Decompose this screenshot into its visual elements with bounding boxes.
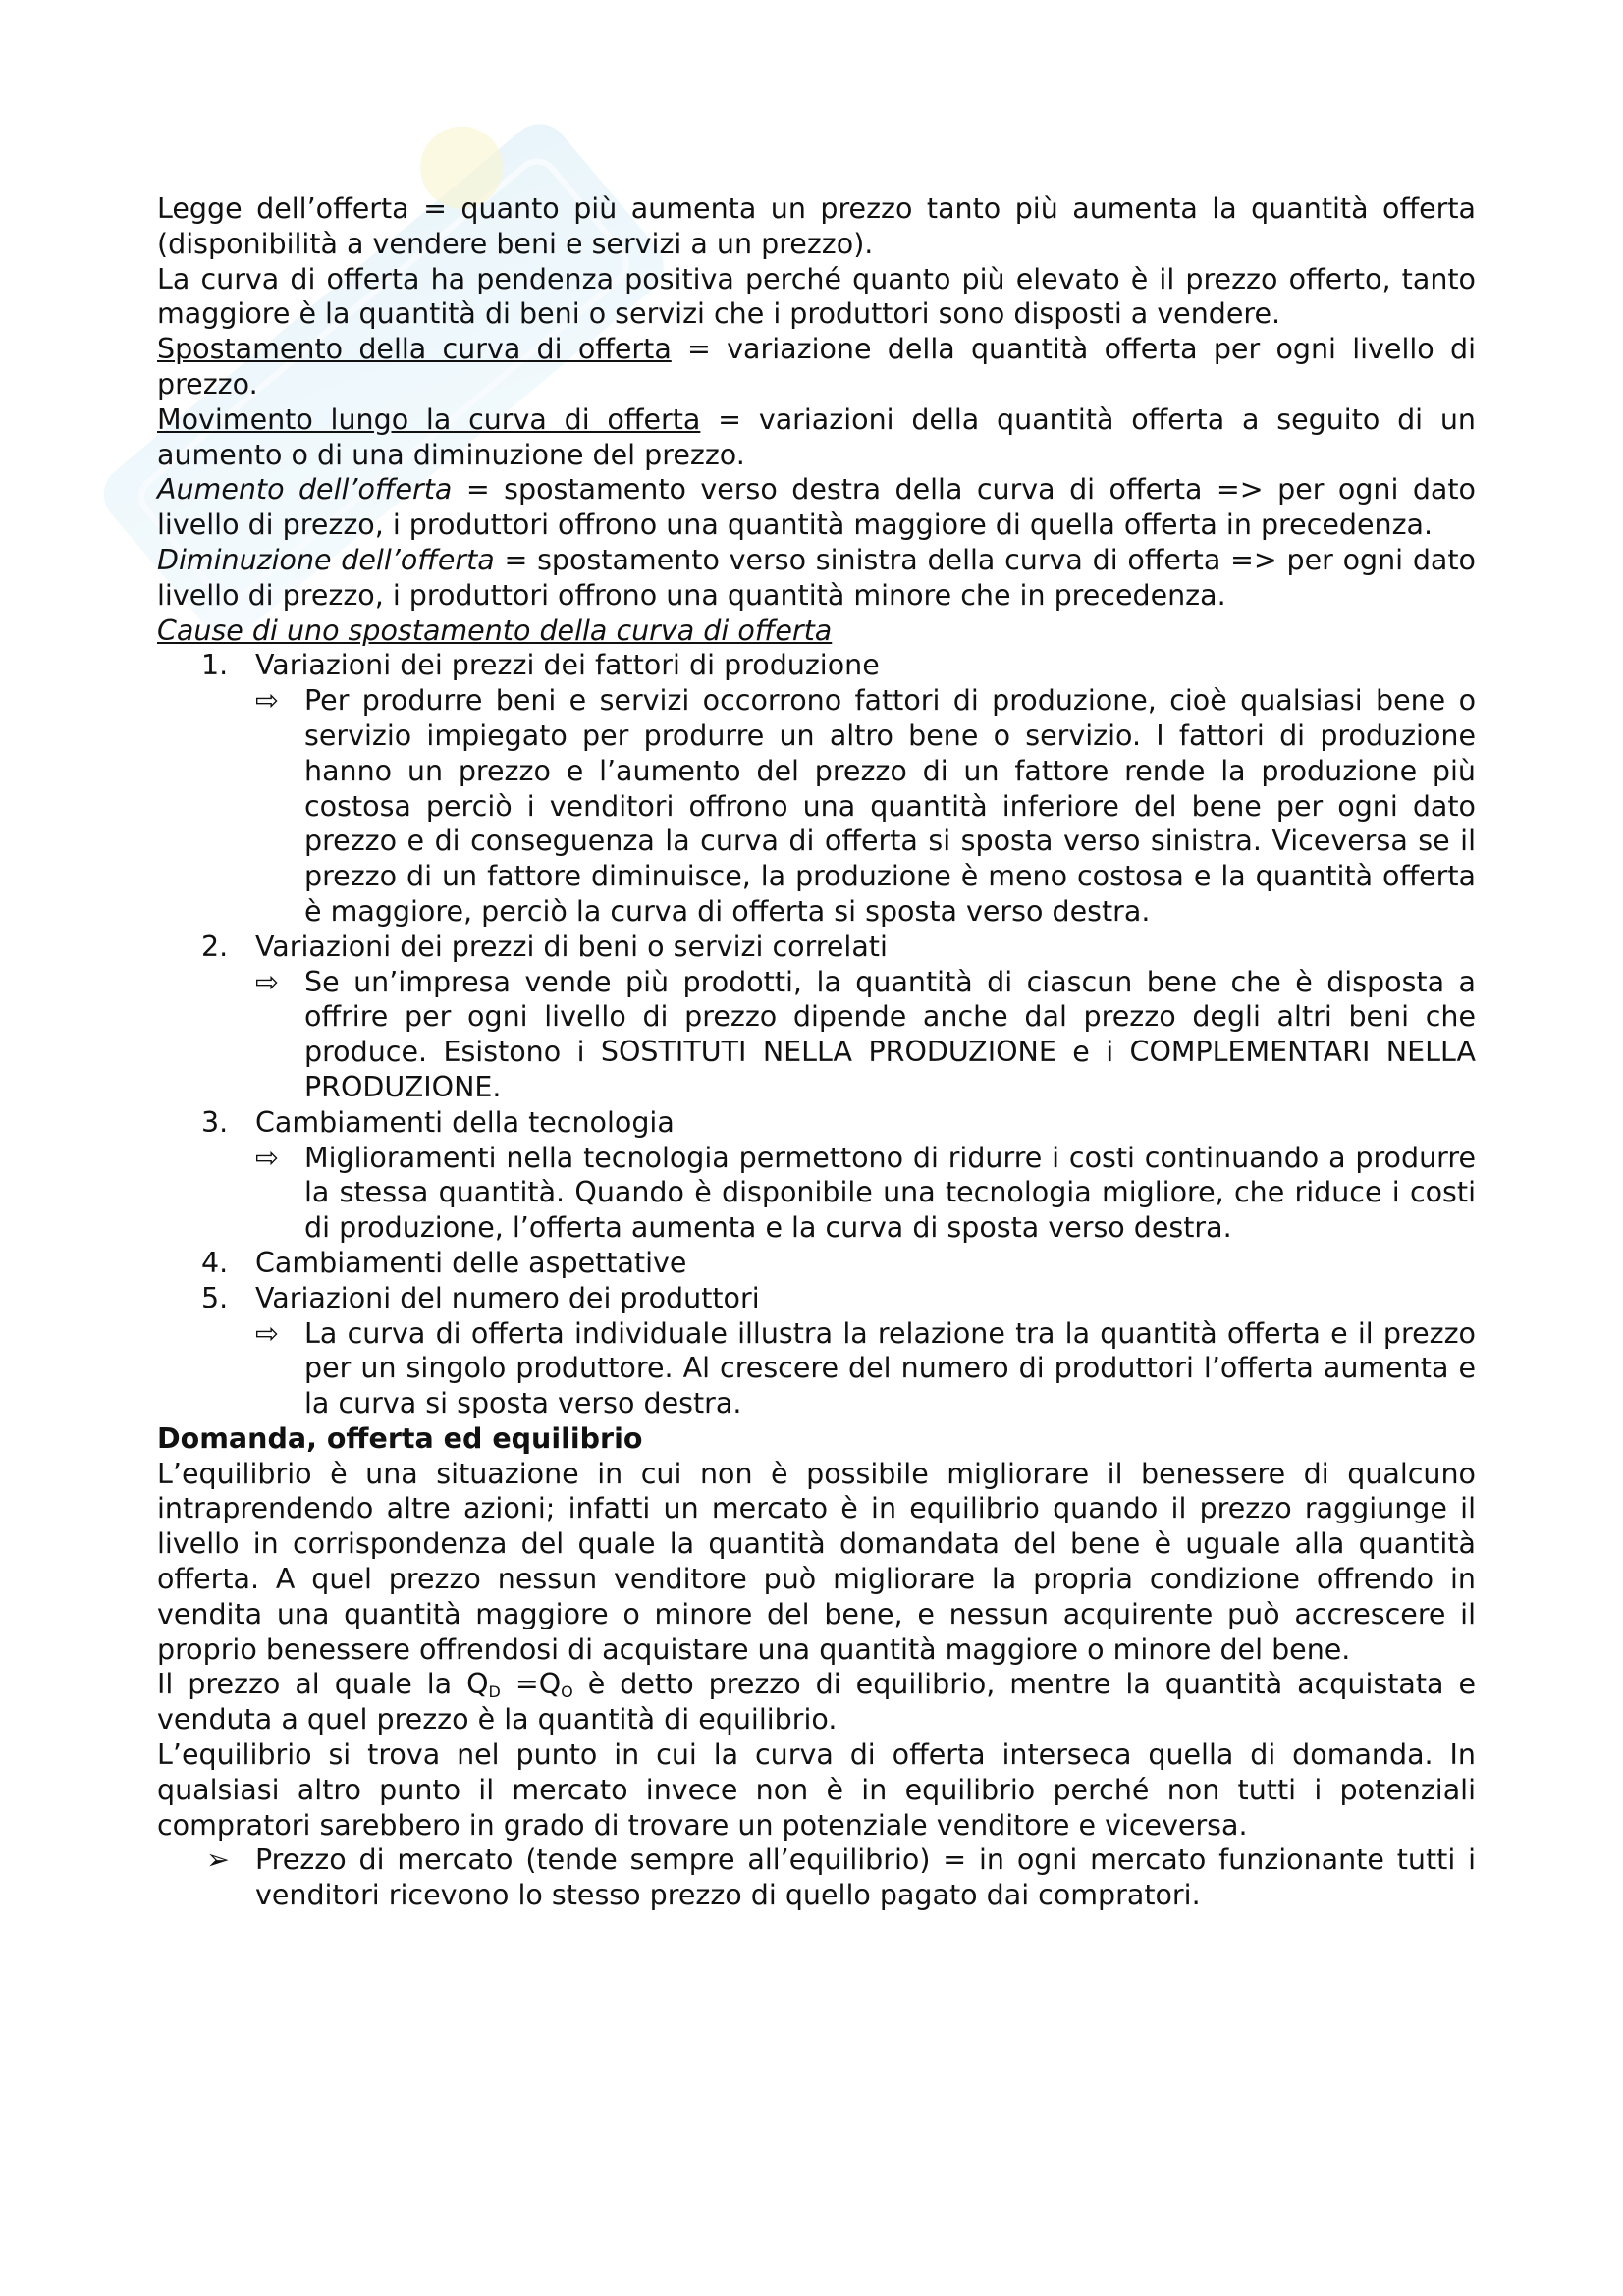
paragraph-curve-movement: Movimento lungo la curva di offerta = variazioni della quantità offerta a seguito di un aumento o di una diminuzione del prezzo. bbox=[157, 402, 1476, 471]
causes-list bbox=[157, 648, 1476, 1421]
term-curve-shift: Spostamento della curva di offerta bbox=[157, 333, 672, 366]
paragraph-equilibrium-point: L’equilibrio si trova nel punto in cui la curva di offerta interseca quella di domanda. In qualsiasi altro punto il mercato invece non è in equilibrio perché non tutti i potenziali compratori sarebbero in grado di trovare un potenziale venditore e viceversa. bbox=[157, 1738, 1476, 1842]
paragraph-equilibrium-definition: L’equilibrio è una situazione in cui non è possibile migliorare il benessere di qualcuno intraprendendo altre azioni; infatti un mercato è in equilibrio quando il prezzo raggiunge il livello in corrispondenza del quale la quantità domandata del bene è uguale alla quantità offerta. A quel prezzo nessun venditore può migliorare la propria condizione offrendo in vendita una quantità maggiore o minore del bene, e nessun acquirente può accrescere il proprio benessere offrendosi di acquistare una quantità maggiore o minore del bene. bbox=[157, 1457, 1476, 1666]
arrow-right-icon: ⇨ bbox=[255, 965, 279, 998]
arrow-right-icon: ⇨ bbox=[255, 684, 279, 718]
causes-heading: Cause di uno spostamento della curva di offerta bbox=[157, 614, 833, 647]
term-supply-increase: Aumento dell’offerta bbox=[157, 473, 453, 507]
paragraph-curve-shift: Spostamento della curva di offerta = variazione della quantità offerta per ogni livello di prezzo. bbox=[157, 333, 1476, 400]
document-page bbox=[157, 191, 1476, 1913]
bullet-arrow-icon: ➢ bbox=[206, 1843, 230, 1877]
list-item: 3. Cambiamenti della tecnologia bbox=[201, 1105, 675, 1139]
arrow-right-icon: ⇨ bbox=[255, 1316, 279, 1350]
list-item-detail: ⇨ Per produrre beni e servizi occorrono fattori di produzione, cioè qualsiasi bene o servizio impiegato per produrre un altro bene o servizio. I fattori di produzione hanno un prezzo e l’aumento del prezzo di un fattore rende la produzione più costosa perciò i venditori offrono una quantità inferiore del bene per ogni dato prezzo e di conseguenza la curva di offerta si sposta verso sinistra. Viceversa se il prezzo di un fattore diminuisce, la produzione è meno costosa e la quantità offerta è maggiore, perciò la curva di offerta si sposta verso destra. bbox=[255, 684, 1476, 928]
paragraph-supply-decrease: Diminuzione dell’offerta = spostamento verso sinistra della curva di offerta => per ogni dato livello di prezzo, i produttori offrono una quantità minore che in precedenza. bbox=[157, 543, 1476, 612]
arrow-right-icon: ⇨ bbox=[255, 1141, 279, 1174]
term-curve-movement: Movimento lungo la curva di offerta bbox=[157, 402, 701, 436]
term-supply-decrease: Diminuzione dell’offerta bbox=[157, 543, 495, 576]
list-item-detail: ⇨ Se un’impresa vende più prodotti, la quantità di ciascun bene che è disposta a offrire per ogni livello di prezzo dipende anche dal prezzo degli altri beni che produce. Esistono i SOSTITUTI NELLA PRODUZIONE e i COMPLEMENTARI NELLA PRODUZIONE. bbox=[255, 965, 1476, 1103]
bullet-market-price: ➢ Prezzo di mercato (tende sempre all’equilibrio) = in ogni mercato funzionante tutti i venditori ricevono lo stesso prezzo di quello pagato dai compratori. bbox=[206, 1843, 1476, 1912]
list-item: 1. Variazioni dei prezzi dei fattori di produzione bbox=[201, 649, 880, 682]
paragraph-supply-law: Legge dell’offerta = quanto più aumenta un prezzo tanto più aumenta la quantità offerta (disponibilità a vendere beni e servizi a un prezzo). bbox=[157, 192, 1476, 260]
list-item: 4. Cambiamenti delle aspettative bbox=[201, 1246, 687, 1279]
list-item-detail: ⇨ Miglioramenti nella tecnologia permettono di ridurre i costi continuando a produrre la stessa quantità. Quando è disponibile una tecnologia migliore, che riduce i costi di produzione, l’offerta aumenta e la curva di sposta verso destra. bbox=[255, 1141, 1476, 1245]
paragraph-supply-curve-slope: La curva di offerta ha pendenza positiva perché quanto più elevato è il prezzo offerto, tanto maggiore è la quantità di beni o servizi che i produttori sono disposti a vendere. bbox=[157, 262, 1476, 331]
paragraph-supply-increase: Aumento dell’offerta = spostamento verso destra della curva di offerta => per ogni dato livello di prezzo, i produttori offrono una quantità maggiore di quella offerta in precedenza. bbox=[157, 473, 1476, 542]
section-heading-equilibrium: Domanda, offerta ed equilibrio bbox=[157, 1421, 643, 1455]
list-item: 5. Variazioni del numero dei produttori bbox=[201, 1281, 760, 1314]
list-item: 2. Variazioni dei prezzi di beni o servizi correlati bbox=[201, 930, 888, 963]
list-item-detail: ⇨ La curva di offerta individuale illustra la relazione tra la quantità offerta e il prezzo per un singolo produttore. Al crescere del numero di produttori l’offerta aumenta e la curva si sposta verso destra. bbox=[255, 1316, 1476, 1420]
paragraph-equilibrium-price: Il prezzo al quale la $Q_D =Q_O$ è detto prezzo di equilibrio, mentre la quantità acquistata e venduta a quel prezzo è la quantità di equilibrio. bbox=[157, 1668, 1477, 1736]
